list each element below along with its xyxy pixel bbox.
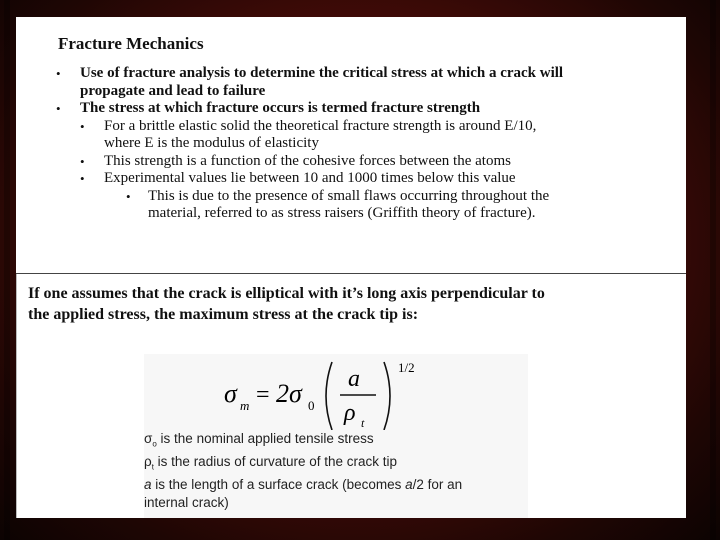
bullet-line: where E is the modulus of elasticity — [104, 135, 319, 151]
paragraph-line: the applied stress, the maximum stress at the crack tip is: — [28, 306, 419, 323]
bullet-line: The stress at which fracture occurs is termed fracture strength — [80, 100, 481, 116]
formula-coef-sub: 0 — [308, 398, 315, 413]
a-description-part1: is the length of a surface crack (becomes — [151, 477, 406, 493]
right-paren-icon — [384, 362, 390, 430]
vertical-rule — [16, 274, 17, 518]
a-half-symbol: a — [405, 477, 413, 493]
slide-content — [16, 17, 686, 518]
rho-description: is the radius of curvature of the crack tip — [153, 454, 398, 470]
bullet-dot-icon: • — [126, 188, 131, 204]
formula-denominator: ρ — [344, 400, 356, 426]
bullet-list — [54, 65, 674, 223]
frame-stripe-right — [710, 0, 716, 540]
formula-equals: = — [256, 382, 270, 408]
sub-bullet-item — [54, 170, 674, 188]
max-stress-formula — [184, 354, 444, 430]
rho-subscript: t — [151, 462, 154, 472]
bullet-dot-icon: • — [80, 153, 85, 169]
bullet-dot-icon: • — [56, 101, 61, 116]
crack-tip-paragraph — [28, 283, 678, 325]
a-description-part2: /2 for an — [412, 477, 463, 493]
formula-numerator: a — [348, 366, 360, 392]
bullet-line: material, referred to as stress raisers (Griffith theory of fracture). — [148, 205, 536, 221]
sigma-subscript: o — [152, 439, 157, 449]
left-paren-icon — [326, 362, 332, 430]
formula-definitions — [144, 430, 528, 511]
a-symbol: a — [144, 477, 152, 493]
section-divider — [16, 273, 686, 274]
sigma-symbol: σ — [144, 431, 153, 446]
bullet-dot-icon: • — [80, 118, 85, 134]
bullet-line: Experimental values lie between 10 and 1000 times below this value — [104, 170, 516, 186]
bullet-line: This strength is a function of the cohesive forces between the atoms — [104, 152, 511, 169]
bullet-item — [54, 100, 674, 118]
rho-symbol: ρ — [144, 454, 152, 470]
formula-lhs: σ — [224, 379, 237, 408]
formula-exponent: 1/2 — [398, 360, 415, 375]
frame-stripe-left — [4, 0, 10, 540]
formula-lhs-sub: m — [240, 398, 250, 413]
bullet-line: This is due to the presence of small flaws occurring throughout the — [148, 187, 550, 204]
sigma-description: is the nominal applied tensile stress — [156, 431, 374, 446]
bullet-item — [54, 65, 674, 100]
bullet-line: propagate and lead to failure — [80, 82, 266, 99]
paragraph-line: If one assumes that the crack is elliptical with it’s long axis perpendicular to — [28, 285, 545, 302]
sub-bullet-item — [54, 118, 674, 153]
sub-sub-bullet-item — [54, 188, 674, 223]
definition-a — [144, 476, 528, 494]
bullet-line: For a brittle elastic solid the theoretical fracture strength is around E/10, — [104, 117, 537, 134]
formula-panel — [144, 354, 528, 518]
sub-bullet-item — [54, 153, 674, 171]
definition-a-continued: internal crack) — [144, 494, 229, 510]
bullet-dot-icon: • — [80, 171, 85, 186]
bullet-dot-icon: • — [56, 66, 61, 81]
slide-title: Fracture Mechanics — [58, 34, 204, 53]
definition-rho — [144, 453, 528, 476]
formula-coef: 2σ — [276, 379, 302, 408]
definition-sigma — [144, 430, 528, 453]
formula-denominator-sub: t — [361, 416, 365, 430]
bullet-line: Use of fracture analysis to determine the critical stress at which a crack will — [80, 65, 564, 81]
